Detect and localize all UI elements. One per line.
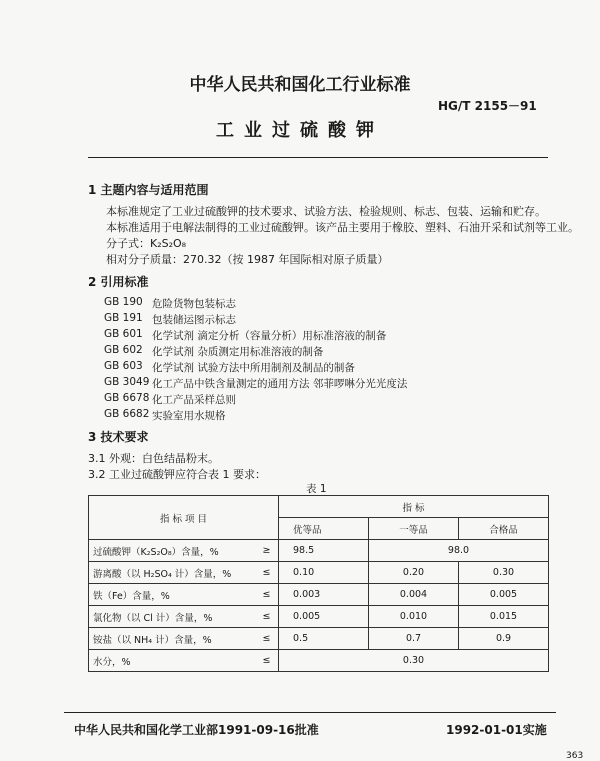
value-premium: 0.10 [279,562,369,584]
table-row [89,650,549,672]
value-premium: 98.5 [279,540,369,562]
molecular-mass: 相对分子质量：270.32（按 1987 年国际相对原子质量） [106,253,389,266]
table-row [89,540,549,562]
approval-line: 中华人民共和国化学工业部1991-09-16批准 [74,723,319,737]
grade-qualified: 合格品 [459,518,549,540]
value-qualified: 0.9 [459,628,549,650]
table-header-item: 指 标 项 目 [89,496,279,540]
grade-premium: 优等品 [279,518,369,540]
document-title: 工业过硫酸钾 [216,120,384,141]
page-number: 363 [566,751,584,761]
table-header-index: 指 标 [279,496,549,518]
reference-title: 实验室用水规格 [152,410,226,422]
table-row [89,628,549,650]
value-premium: 0.5 [279,628,369,650]
comparison-symbol: ≥ [259,540,279,562]
reference-title: 化学试剂 滴定分析（容量分析）用标准溶液的制备 [152,330,387,342]
section-1-paragraph-2: 本标准适用于电解法制得的工业过硫酸钾。该产品主要用于橡胶、塑料、石油开采和试剂等工业。 [106,221,579,234]
reference-title: 包装储运图示标志 [152,314,236,326]
table-row [89,584,549,606]
value-first: 0.20 [369,562,459,584]
comparison-symbol: ≤ [259,584,279,606]
clause-3-2: 3.2 工业过硫酸钾应符合表 1 要求： [88,468,266,481]
value-premium: 0.003 [279,584,369,606]
item-name: 游离酸（以 H₂SO₄ 计）含量，% [89,562,259,584]
reference-code: GB 190 [104,296,143,308]
section-2-heading: 2 引用标准 [88,275,149,289]
item-name: 水分，% [89,650,259,672]
reference-title: 化学试剂 杂质测定用标准溶液的制备 [152,346,324,358]
value-first: 0.010 [369,606,459,628]
value-first: 0.7 [369,628,459,650]
grade-first: 一等品 [369,518,459,540]
table-caption: 表 1 [306,483,327,495]
standard-code: HG/T 2155－91 [438,99,537,113]
reference-title: 化工产品采样总则 [152,394,236,406]
reference-code: GB 602 [104,344,143,356]
clause-3-1: 3.1 外观：白色结晶粉末。 [88,452,219,465]
item-name: 铵盐（以 NH₄ 计）含量，% [89,628,259,650]
header-divider [88,157,548,158]
reference-code: GB 3049 [104,376,150,388]
standard-organization: 中华人民共和国化工行业标准 [189,75,411,95]
reference-code: GB 6682 [104,408,150,420]
section-1-heading: 1 主题内容与适用范围 [88,183,209,197]
value-first: 0.004 [369,584,459,606]
value-qualified: 0.015 [459,606,549,628]
table-row [89,562,549,584]
comparison-symbol: ≤ [259,628,279,650]
reference-code: GB 191 [104,312,143,324]
reference-code: GB 6678 [104,392,150,404]
value-qualified: 0.30 [459,562,549,584]
reference-title: 化学试剂 试验方法中所用制剂及制品的制备 [152,362,355,374]
footer-divider [64,712,556,713]
spec-table [88,495,549,672]
section-3-heading: 3 技术要求 [88,430,149,444]
comparison-symbol: ≤ [259,606,279,628]
comparison-symbol: ≤ [259,562,279,584]
table-row [89,606,549,628]
item-name: 氯化物（以 Cl 计）含量，% [89,606,259,628]
value-all-grades: 0.30 [279,650,549,672]
value-qualified: 0.005 [459,584,549,606]
item-name: 过硫酸钾（K₂S₂O₈）含量，% [89,540,259,562]
implementation-date: 1992-01-01实施 [446,723,547,737]
molecular-formula: 分子式：K₂S₂O₈ [106,237,187,250]
comparison-symbol: ≤ [259,650,279,672]
reference-title: 危险货物包装标志 [152,298,236,310]
reference-title: 化工产品中铁含量测定的通用方法 邻菲啰啉分光光度法 [152,378,408,390]
value-premium: 0.005 [279,606,369,628]
reference-code: GB 601 [104,328,143,340]
item-name: 铁（Fe）含量，% [89,584,259,606]
reference-code: GB 603 [104,360,143,372]
value-first-and-qualified: 98.0 [369,540,549,562]
section-1-paragraph-1: 本标准规定了工业过硫酸钾的技术要求、试验方法、检验规则、标志、包装、运输和贮存。 [106,205,546,218]
